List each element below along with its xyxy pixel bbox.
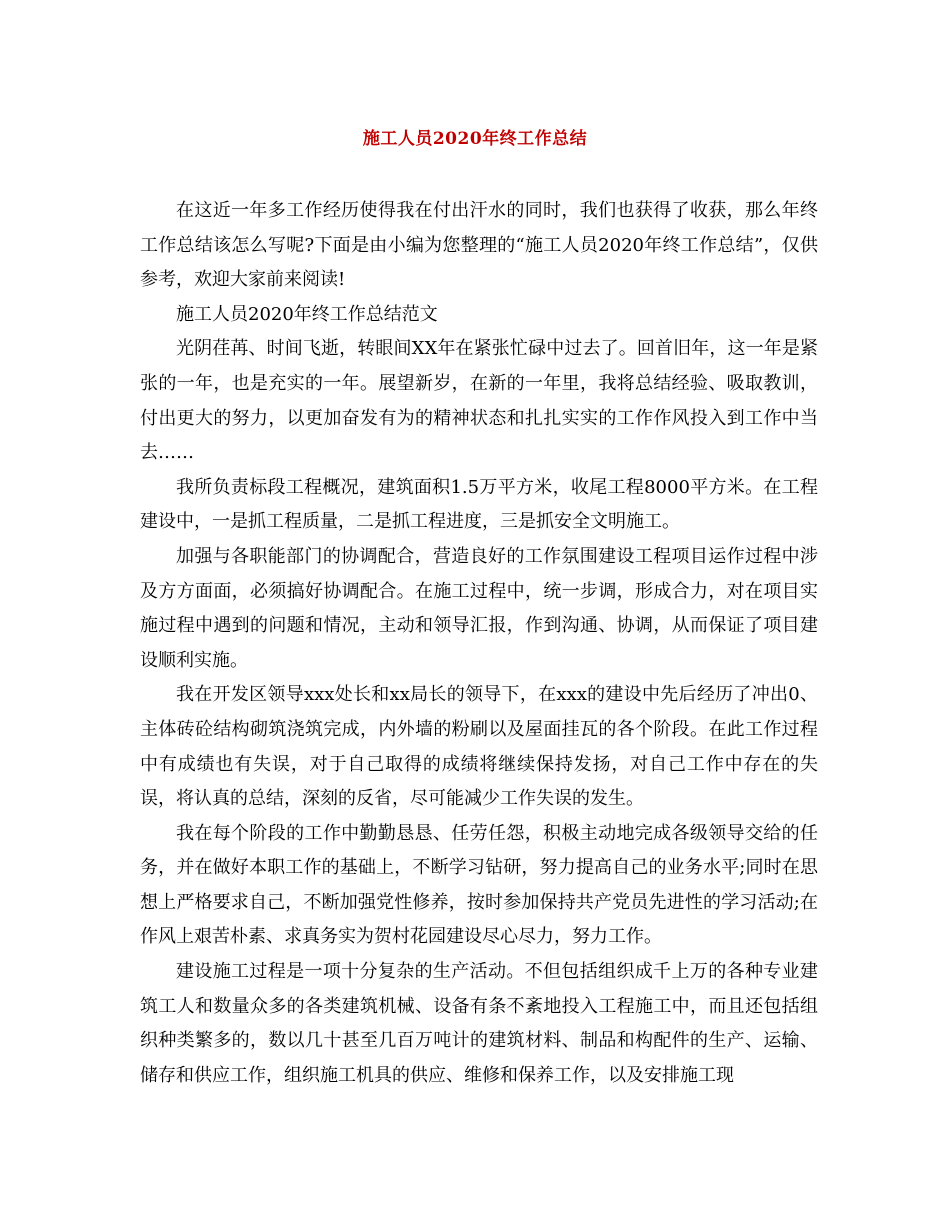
document-body [140, 194, 818, 1093]
document-title: 施工人员2020年终工作总结 [362, 129, 588, 149]
paragraph-construction-process: 建设施工过程是一项十分复杂的生产活动。不但包括组织成千上万的各种专业建筑工人和数量众多的各类建筑机械、设备有条不紊地投入工程施工中，而且还包括组织种类繁多的，数以几十甚至几百万吨计的建筑材料、制品和构配件的生产、运输、储存和供应工作，组织施工机具的供应、维修和保养工作，以及安排施工现 [140, 961, 818, 1086]
paragraph-work-attitude: 我在每个阶段的工作中勤勤恳恳、任劳任怨，积极主动地完成各级领导交给的任务，并在做好本职工作的基础上，不断学习钻研，努力提高自己的业务水平;同时在思想上严格要求自己，不断加强党性修养，按时参加保持共产党员先进性的学习活动;在作风上艰苦朴素、求真务实为贺村花园建设尽心尽力，努力工作。 [140, 822, 818, 948]
paragraph-construction-stages: 我在开发区领导xxx处长和xx局长的领导下，在xxx的建设中先后经历了冲出0、主体砖砼结构砌筑浇筑完成，内外墙的粉刷以及屋面挂瓦的各个阶段。在此工作过程中有成绩也有失误，对于自己取得的成绩将继续保持发扬，对自己工作中存在的失误，将认真的总结，深刻的反省，尽可能减少工作失误的发生。 [140, 684, 818, 810]
paragraph-intro: 在这近一年多工作经历使得我在付出汗水的同时，我们也获得了收获，那么年终工作总结该怎么写呢?下面是由小编为您整理的“施工人员2020年终工作总结”，仅供参考，欢迎大家前来阅读! [140, 200, 818, 291]
paragraph-subtitle: 施工人员2020年终工作总结范文 [176, 303, 438, 325]
paragraph-project-overview: 我所负责标段工程概况，建筑面积1.5万平方米，收尾工程8000平方米。在工程建设中，一是抓工程质量，二是抓工程进度，三是抓安全文明施工。 [140, 476, 818, 533]
paragraph-coordination: 加强与各职能部门的协调配合，营造良好的工作氛围建设工程项目运作过程中涉及方方面面，必须搞好协调配合。在施工过程中，统一步调，形成合力，对在项目实施过程中遇到的问题和情况，主动和领导汇报，作到沟通、协调，从而保证了项目建设顺利实施。 [140, 545, 818, 671]
paragraph-opening: 光阴荏苒、时间飞逝，转眼间XX年在紧张忙碌中过去了。回首旧年，这一年是紧张的一年，也是充实的一年。展望新岁，在新的一年里，我将总结经验、吸取教训，付出更大的努力，以更加奋发有为的精神状态和扎扎实实的工作作风投入到工作中当去…… [140, 338, 818, 464]
